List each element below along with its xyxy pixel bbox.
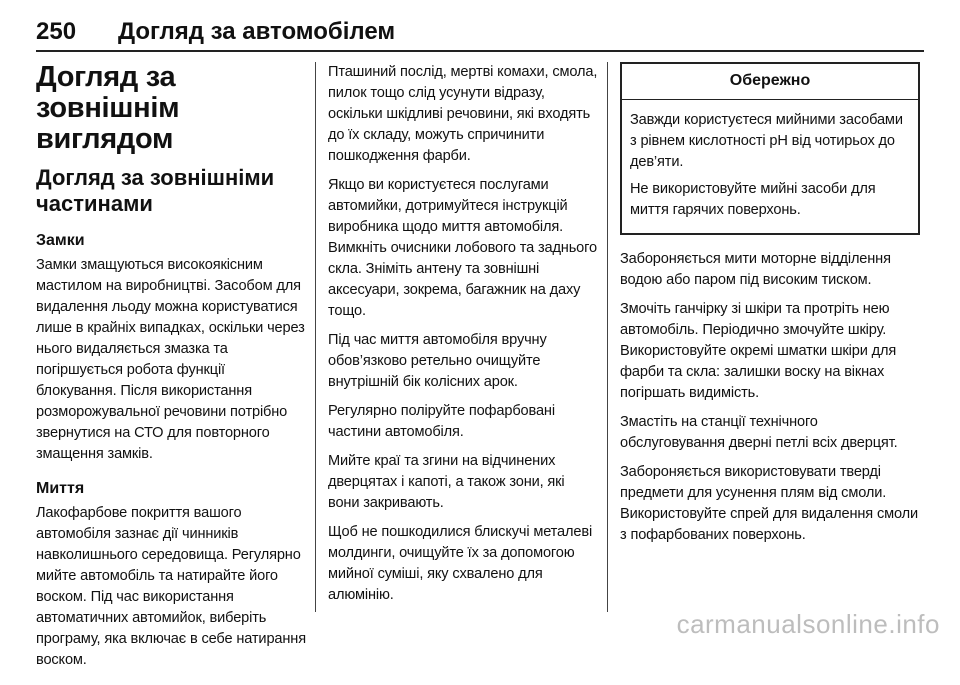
column-divider-1 [315,62,316,612]
caution-box [620,62,920,235]
column-1 [36,62,306,685]
page-header [36,18,924,52]
paragraph: Забороняється мити моторне відділення водою або паром під високим тиском. [620,251,891,288]
column-divider-2 [607,62,608,612]
paragraph: Щоб не пошкодилися блискучі металеві молдинги, очищуйте їх за допомогою мийної суміші, яку схвалено для алюмінію. [328,524,593,603]
column-3 [620,62,920,554]
column-2 [328,62,598,614]
locks-paragraph: Замки змащуються високоякісним мастилом на виробництві. Засобом для видалення льоду можна користуватися лише в крайніх випадках, оскільки через нього видаляється змазка та погіршується робота функції блокування. Після використання розморожувальної речовини потрібно звернутися на СТО для повторного змащення замків. [36,257,305,462]
paragraph: Забороняється використовувати тверді предмети для усунення плям від смоли. Використовуйте спрей для видалення смоли з пофарбованих поверхонь. [620,464,918,543]
paragraph: Мийте краї та згини на відчинених дверцятах і капоті, а також зони, які вони закривають. [328,453,565,511]
paragraph: Під час миття автомобіля вручну обов’язково ретельно очищуйте внутрішній бік колісних арок. [328,332,547,390]
paragraph: Пташиний послід, мертві комахи, смола, пилок тощо слід усунути відразу, оскільки шкідливі речовини, які входять до їх складу, можуть спричинити пошкодження фарби. [328,64,598,164]
watermark: carmanualsonline.info [676,609,940,639]
running-title: Догляд за автомобілем [118,18,396,45]
paragraph: Змочіть ганчірку зі шкіри та протріть нею автомобіль. Періодично змочуйте шкіру. Використовуйте окремі шматки шкіри для фарби та скла: залишки воску на вікнах погіршать видимість. [620,301,897,401]
washing-heading: Миття [36,480,85,497]
caution-title: Обережно [622,64,918,100]
paragraph: Змастіть на станції технічного обслуговування дверні петлі всіх дверцят. [620,414,898,451]
paragraph: Якщо ви користуєтеся послугами автомийки, дотримуйтеся інструкцій виробника щодо миття автомобіля. Вимкніть очисники лобового та заднього скла. Зніміть антену та зовнішні аксесуари, зокрема, багажник на даху тощо. [328,177,597,319]
washing-paragraph: Лакофарбове покриття вашого автомобіля зазнає дії чинників навколишнього середовища. Регулярно мийте автомобіль та натирайте його воском. Під час використання автоматичних автомийок, виберіть програму, яка включає в себе натирання воском. [36,505,306,668]
locks-heading: Замки [36,232,85,249]
caution-paragraph: Завжди користуєтеся мийними засобами з рівнем кислотності pH від чотирьох до дев’яти. [630,112,903,170]
caution-paragraph: Не використовуйте мийні засоби для миття гарячих поверхонь. [630,181,876,218]
caution-body [622,100,918,233]
section-title: Догляд за зовнішніми частинами [36,165,275,216]
paragraph: Регулярно поліруйте пофарбовані частини автомобіля. [328,403,555,440]
chapter-title: Догляд за зовнішнім виглядом [36,61,180,155]
page-number: 250 [36,18,77,45]
